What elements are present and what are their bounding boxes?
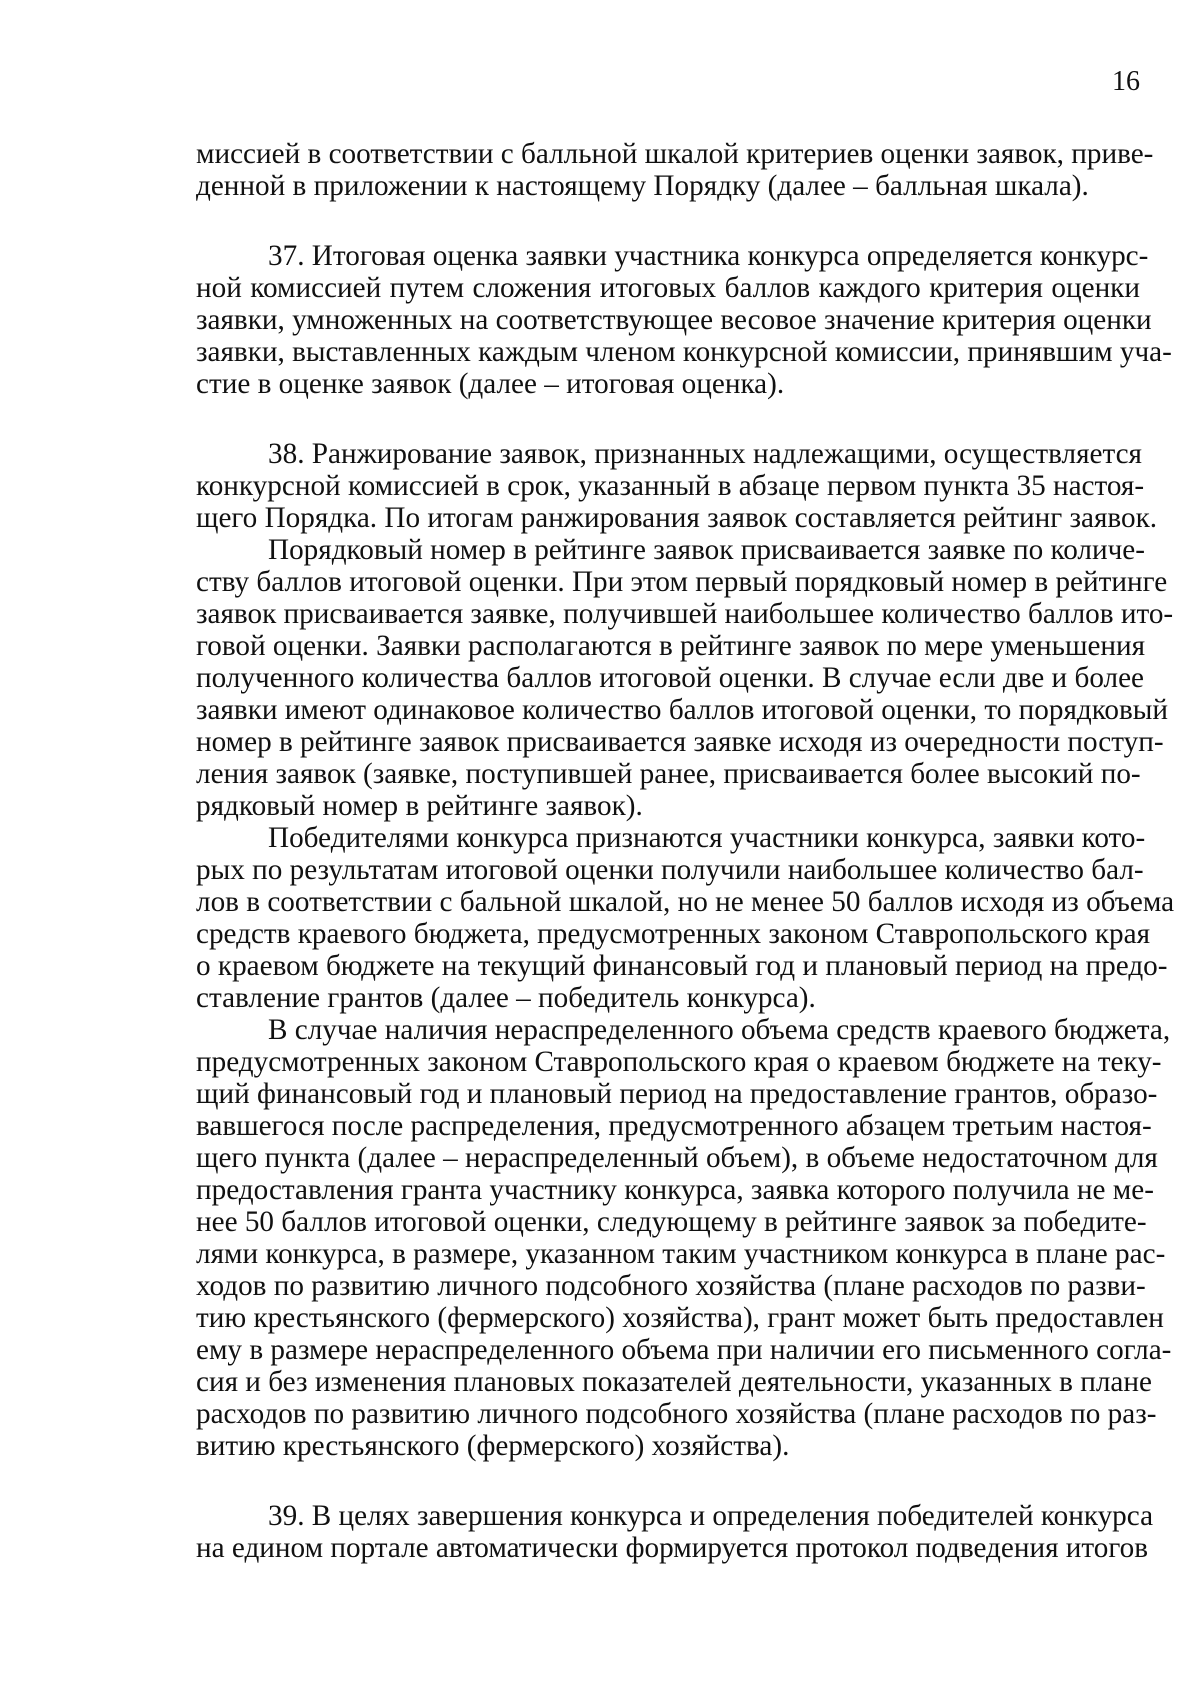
paragraph-37 [196,240,1172,400]
text-line: рых по результатам итоговой оценки получили наибольшее количество бал- [196,854,1144,886]
paragraph-39 [196,1500,1154,1564]
text-line: Победителями конкурса признаются участники конкурса, заявки кото- [268,822,1146,854]
page-number: 16 [1112,66,1140,97]
text-line: вавшегося после распределения, предусмотренного абзацем третьим настоя- [196,1110,1152,1142]
text-line: В случае наличия нераспределенного объема средств краевого бюджета, [268,1014,1171,1046]
text-line: 39. В целях завершения конкурса и определения победителей конкурса [268,1500,1154,1532]
text-line: ной комиссией путем сложения итоговых баллов каждого критерия оценки [196,272,1140,304]
paragraph-38 [196,438,1158,534]
text-line: нее 50 баллов итоговой оценки, следующему в рейтинге заявок за победите- [196,1206,1147,1238]
paragraph-36-continuation [196,138,1154,202]
text-line: на едином портале автоматически формируется протокол подведения итогов [196,1532,1149,1564]
text-line: полученного количества баллов итоговой оценки. В случае если две и более [196,662,1145,694]
text-line: стие в оценке заявок (далее – итоговая оценка). [196,368,785,400]
text-line: лями конкурса, в размере, указанном таким участником конкурса в плане рас- [196,1238,1166,1270]
text-line: заявки имеют одинаковое количество баллов итоговой оценки, то порядковый [196,694,1169,726]
text-line: Порядковый номер в рейтинге заявок присваивается заявке по количе- [268,534,1145,566]
text-line: 37. Итоговая оценка заявки участника конкурса определяется конкурс- [268,240,1149,272]
text-line: предусмотренных законом Ставропольского края о краевом бюджете на теку- [196,1046,1162,1078]
text-line: ству баллов итоговой оценки. При этом первый порядковый номер в рейтинге [196,566,1168,598]
text-line: заявки, выставленных каждым членом конкурсной комиссии, принявшим уча- [196,336,1172,368]
text-line: миссией в соответствии с балльной шкалой критериев оценки заявок, приве- [196,138,1154,170]
paragraph-38-winners [196,822,1175,1014]
text-line: тию крестьянского (фермерского) хозяйства), грант может быть предоставлен [196,1302,1164,1334]
text-line: номер в рейтинге заявок присваивается заявке исходя из очередности поступ- [196,726,1164,758]
text-line: ходов по развитию личного подсобного хозяйства (плане расходов по разви- [196,1270,1146,1302]
text-line: витию крестьянского (фермерского) хозяйства). [196,1430,790,1462]
text-line: щий финансовый год и плановый период на предоставление грантов, образо- [196,1078,1158,1110]
document-body [196,138,1175,1564]
paragraph-38-undistributed [196,1014,1172,1462]
text-line: заявки, умноженных на соответствующее весовое значение критерия оценки [196,304,1152,336]
text-line: заявок присваивается заявке, получившей наибольшее количество баллов ито- [196,598,1174,630]
text-line: 38. Ранжирование заявок, признанных надлежащими, осуществляется [268,438,1142,470]
text-line: щего пункта (далее – нераспределенный объем), в объеме недостаточном для [196,1142,1158,1174]
text-line: говой оценки. Заявки располагаются в рейтинге заявок по мере уменьшения [196,630,1146,662]
text-line: сия и без изменения плановых показателей деятельности, указанных в плане [196,1366,1152,1398]
text-line: расходов по развитию личного подсобного хозяйства (плане расходов по раз- [196,1398,1157,1430]
text-line: ления заявок (заявке, поступившей ранее, присваивается более высокий по- [196,758,1141,790]
text-line: лов в соответствии с бальной шкалой, но не менее 50 баллов исходя из объема [196,886,1175,918]
text-line: денной в приложении к настоящему Порядку (далее – балльная шкала). [196,170,1089,202]
text-line: о краевом бюджете на текущий финансовый год и плановый период на предо- [196,950,1168,982]
text-line: рядковый номер в рейтинге заявок). [196,790,643,822]
text-line: конкурсной комиссией в срок, указанный в абзаце первом пункта 35 настоя- [196,470,1145,502]
paragraph-38-ranking [196,534,1174,822]
text-line: средств краевого бюджета, предусмотренных законом Ставропольского края [196,918,1150,950]
text-line: предоставления гранта участнику конкурса, заявка которого получила не ме- [196,1174,1154,1206]
text-line: щего Порядка. По итогам ранжирования заявок составляется рейтинг заявок. [196,502,1158,534]
text-line: ему в размере нераспределенного объема при наличии его письменного согла- [196,1334,1172,1366]
text-line: ставление грантов (далее – победитель конкурса). [196,982,816,1014]
